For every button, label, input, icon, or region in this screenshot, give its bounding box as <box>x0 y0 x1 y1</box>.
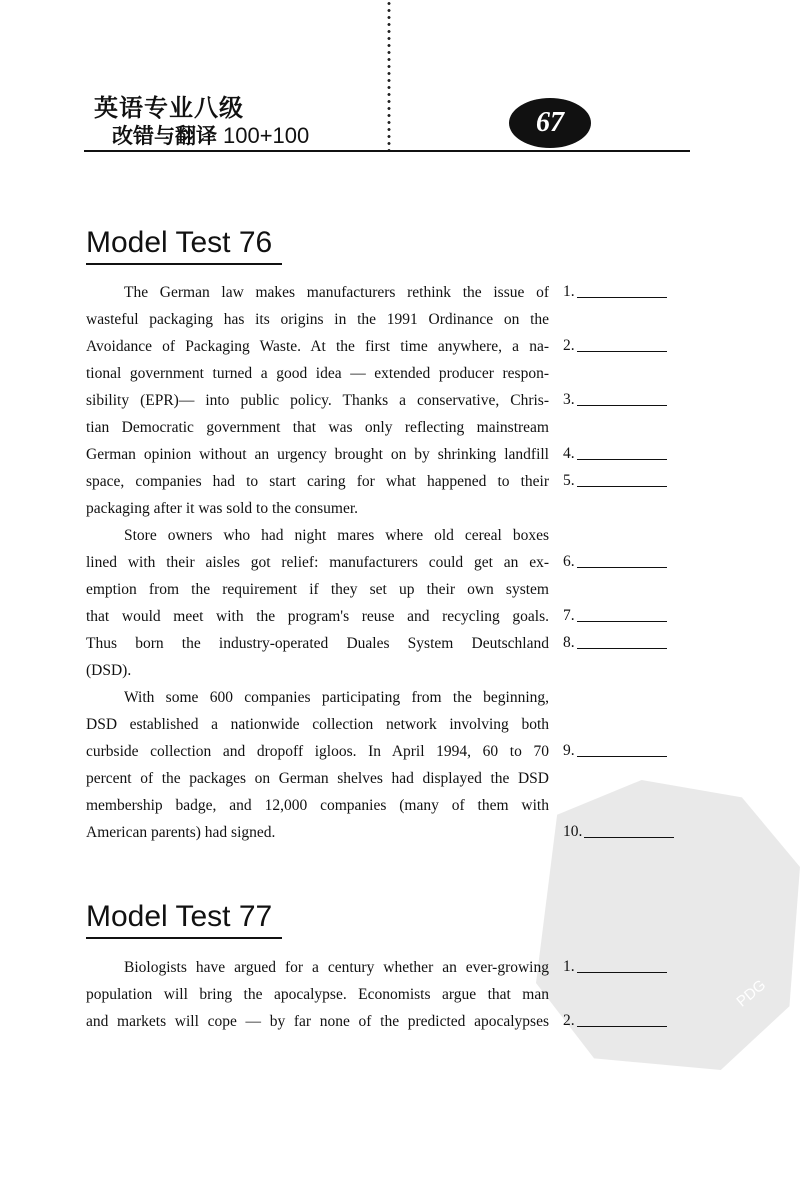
text-line: population will bring the apocalypse. Economists argue that man <box>86 986 549 1003</box>
blank-number: 10. <box>563 823 583 840</box>
blank-number: 2. <box>563 337 575 354</box>
binding-dots <box>387 0 391 150</box>
text-line: wasteful packaging has its origins in the 1991 Ordinance on the <box>86 311 549 328</box>
answer-blank-2[interactable] <box>563 337 667 355</box>
answer-blank-4[interactable] <box>563 445 667 463</box>
answer-blank-8[interactable] <box>563 634 667 652</box>
blank-number: 9. <box>563 742 575 759</box>
answer-blank-10[interactable] <box>563 823 674 841</box>
section-title-76: Model Test 76 <box>86 226 273 259</box>
book-title <box>112 120 309 150</box>
blank-number: 5. <box>563 472 575 489</box>
text-line: emption from the requirement if they set up their own system <box>86 581 549 598</box>
text-line: and markets will cope — by far none of the predicted apocalypses <box>86 1013 549 1030</box>
blank-number: 4. <box>563 445 575 462</box>
watermark-text: PDG <box>733 976 770 1011</box>
text-line: Thus born the industry-operated Duales System Deutschland <box>86 635 549 652</box>
blank-number: 6. <box>563 553 575 570</box>
blank-number: 8. <box>563 634 575 651</box>
answer-blank-6[interactable] <box>563 553 667 571</box>
text-line: DSD established a nationwide collection network involving both <box>86 716 549 733</box>
text-line: percent of the packages on German shelves had displayed the DSD <box>86 770 549 787</box>
answer-blank-3[interactable] <box>563 391 667 409</box>
text-line: sibility (EPR)— into public policy. Thanks a conservative, Chris- <box>86 392 549 409</box>
text-line: Biologists have argued for a century whether an ever-growing <box>124 959 549 976</box>
text-line: packaging after it was sold to the consumer. <box>86 500 359 517</box>
blank-number: 2. <box>563 1012 575 1029</box>
text-line: American parents) had signed. <box>86 824 276 841</box>
text-line: curbside collection and dropoff igloos. In April 1994, 60 to 70 <box>86 743 549 760</box>
text-line: tional government turned a good idea — extended producer respon- <box>86 365 549 382</box>
text-line: Avoidance of Packaging Waste. At the first time anywhere, a na- <box>86 338 549 355</box>
answer-blank-77-2[interactable] <box>563 1012 667 1030</box>
answer-blank-77-1[interactable] <box>563 958 667 976</box>
header-rule <box>84 150 690 152</box>
text-line: that would meet with the program's reuse and recycling goals. <box>86 608 549 625</box>
text-line: (DSD). <box>86 662 132 679</box>
text-line: With some 600 companies participating from the beginning, <box>124 689 549 706</box>
blank-number: 7. <box>563 607 575 624</box>
book-title-text: 改错与翻译 <box>112 123 217 148</box>
text-line: space, companies had to start caring for what happened to their <box>86 473 549 490</box>
blank-number: 1. <box>563 283 575 300</box>
answer-blank-9[interactable] <box>563 742 667 760</box>
book-title-number: 100+100 <box>223 123 310 148</box>
section-title-77: Model Test 77 <box>86 900 273 933</box>
blank-number: 1. <box>563 958 575 975</box>
answer-blank-7[interactable] <box>563 607 667 625</box>
answer-blank-5[interactable] <box>563 472 667 490</box>
text-line: lined with their aisles got relief: manufacturers could get an ex- <box>86 554 549 571</box>
series-title: 英语专业八级 <box>94 93 244 122</box>
text-line: The German law makes manufacturers rethink the issue of <box>124 284 549 301</box>
blank-number: 3. <box>563 391 575 408</box>
text-line: tian Democratic government that was only reflecting mainstream <box>86 419 549 436</box>
page-number-badge: 67 <box>509 98 591 148</box>
text-line: membership badge, and 12,000 companies (many of them with <box>86 797 549 814</box>
text-line: Store owners who had night mares where old cereal boxes <box>124 527 549 544</box>
text-line: German opinion without an urgency brought on by shrinking landfill <box>86 446 549 463</box>
answer-blank-1[interactable] <box>563 283 667 301</box>
